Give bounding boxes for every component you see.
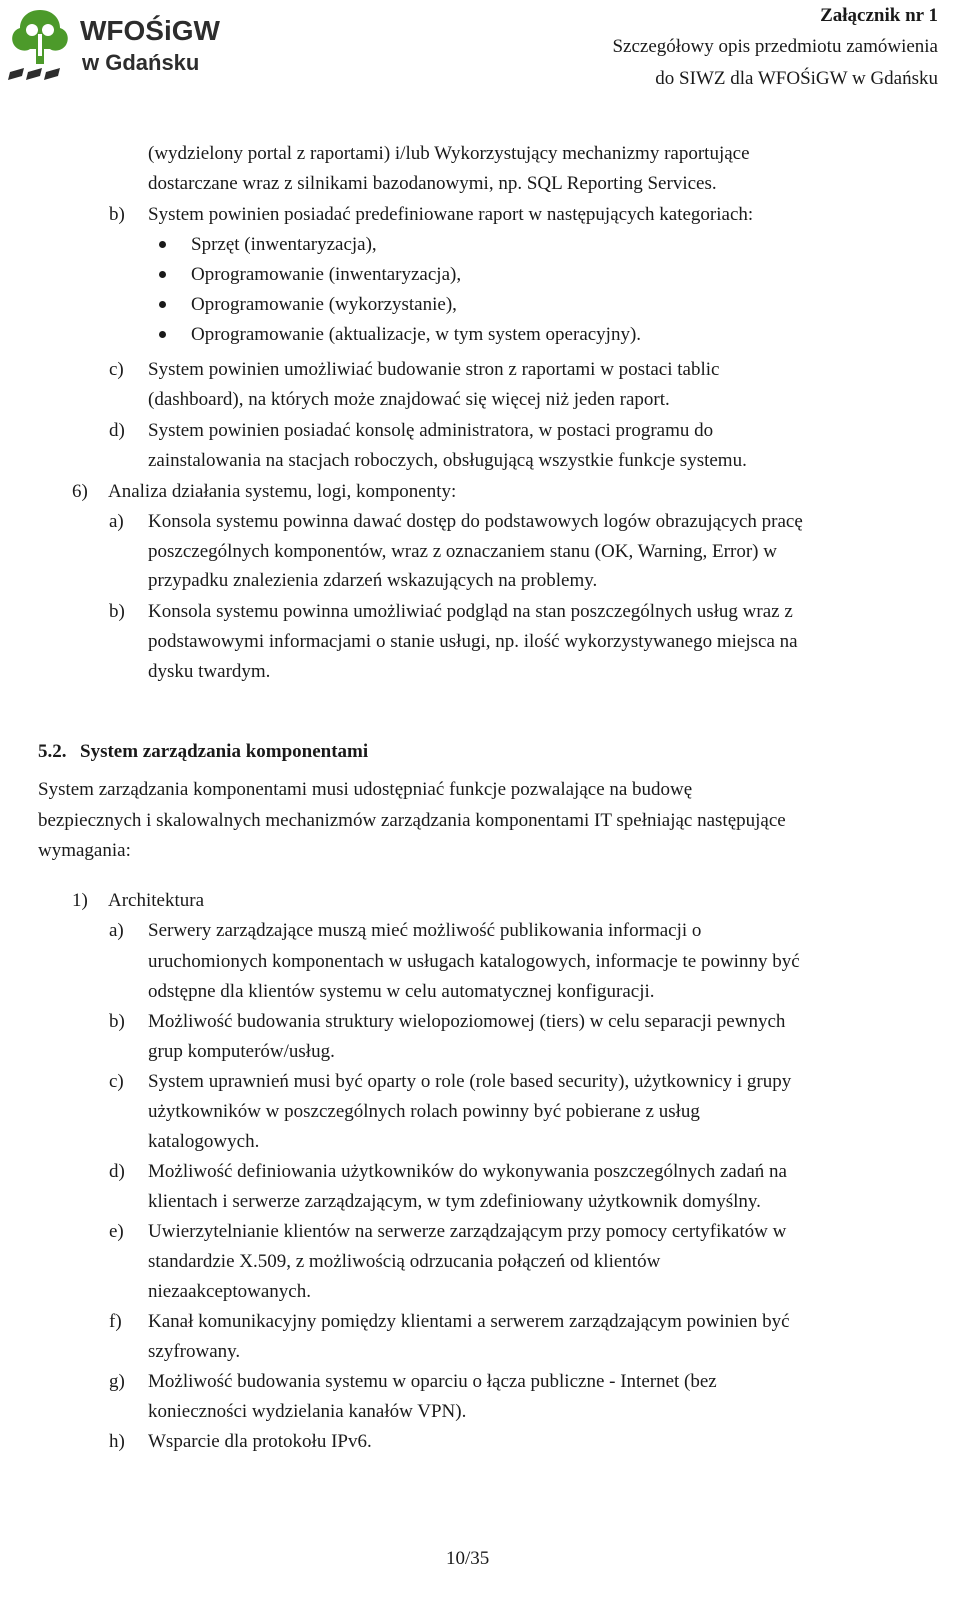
- list-item: uruchomionych komponentach w usługach katalogowych, informacje te powinny być: [148, 951, 800, 972]
- list-item: przypadku znalezienia zdarzeń wskazujących na problemy.: [148, 570, 598, 591]
- list-item: odstępne dla klientów systemu w celu automatycznej konfiguracji.: [148, 981, 655, 1002]
- header-line-2: Szczegółowy opis przedmiotu zamówienia: [612, 36, 938, 57]
- logo-name: WFOŚiGW: [80, 15, 220, 46]
- list-item: Uwierzytelnianie klientów na serwerze zarządzającym przy pomocy certyfikatów w: [148, 1221, 787, 1242]
- list-item: System powinien posiadać konsolę administratora, w postaci programu do: [148, 420, 714, 441]
- list-item: grup komputerów/usług.: [148, 1041, 335, 1062]
- page-number: 10/35: [446, 1548, 490, 1569]
- list-item: Wsparcie dla protokołu IPv6.: [148, 1431, 372, 1452]
- header-line-3: do SIWZ dla WFOŚiGW w Gdańsku: [655, 68, 938, 89]
- list-label: f): [109, 1311, 122, 1332]
- list-item: Możliwość definiowania użytkowników do wykonywania poszczególnych zadań na: [148, 1161, 787, 1182]
- list-label: b): [109, 204, 125, 225]
- bullet-item: Oprogramowanie (inwentaryzacja),: [191, 264, 462, 285]
- list-item: dysku twardym.: [148, 661, 271, 682]
- list-label: e): [109, 1221, 124, 1242]
- bullet-icon: [159, 241, 166, 248]
- bullet-icon: [159, 331, 166, 338]
- list-label: a): [109, 920, 124, 941]
- list-label: d): [109, 1161, 125, 1182]
- bullet-item: Sprzęt (inwentaryzacja),: [191, 234, 377, 255]
- text-line: dostarczane wraz z silnikami bazodanowymi, np. SQL Reporting Services.: [148, 173, 717, 194]
- list-label: b): [109, 1011, 125, 1032]
- section-number: 5.2.: [38, 741, 67, 762]
- list-item: poszczególnych komponentów, wraz z oznaczaniem stanu (OK, Warning, Error) w: [148, 541, 777, 562]
- attachment-title: Załącznik nr 1: [820, 5, 938, 26]
- list-item: System powinien umożliwiać budowanie stron z raportami w postaci tablic: [148, 359, 720, 380]
- list-label: b): [109, 601, 125, 622]
- list-item: niezaakceptowanych.: [148, 1281, 311, 1302]
- list-item: System powinien posiadać predefiniowane raport w następujących kategoriach:: [148, 204, 754, 225]
- list-label: g): [109, 1371, 125, 1392]
- list-item: Konsola systemu powinna dawać dostęp do podstawowych logów obrazujących pracę: [148, 511, 803, 532]
- paragraph-line: wymagania:: [38, 840, 131, 861]
- list-item: użytkowników w poszczególnych rolach powinny być pobierane z usług: [148, 1101, 700, 1122]
- bullet-icon: [159, 271, 166, 278]
- list-item: podstawowymi informacjami o stanie usługi, np. ilość wykorzystywanego miejsca na: [148, 631, 798, 652]
- list-label: c): [109, 1071, 124, 1092]
- list-label: 1): [72, 890, 88, 911]
- logo-city: w Gdańsku: [82, 50, 200, 75]
- paragraph-line: System zarządzania komponentami musi udostępniać funkcje pozwalające na budowę: [38, 779, 693, 800]
- list-item: Architektura: [108, 890, 205, 911]
- list-item: Kanał komunikacyjny pomiędzy klientami a serwerem zarządzającym powinien być: [148, 1311, 790, 1332]
- list-label: h): [109, 1431, 125, 1452]
- list-item: Serwery zarządzające muszą mieć możliwość publikowania informacji o: [148, 920, 702, 941]
- list-item: szyfrowany.: [148, 1341, 241, 1362]
- list-item: standardzie X.509, z możliwością odrzucania połączeń od klientów: [148, 1251, 661, 1272]
- list-item: Konsola systemu powinna umożliwiać podgląd na stan poszczególnych usług wraz z: [148, 601, 793, 622]
- list-item: Możliwość budowania systemu w oparciu o łącza publiczne - Internet (bez: [148, 1371, 717, 1392]
- list-label: a): [109, 511, 124, 532]
- bullet-item: Oprogramowanie (wykorzystanie),: [191, 294, 457, 315]
- list-label: d): [109, 420, 125, 441]
- list-label: c): [109, 359, 124, 380]
- list-label: 6): [72, 481, 88, 502]
- bullet-item: Oprogramowanie (aktualizacje, w tym system operacyjny).: [191, 324, 642, 345]
- text-line: (wydzielony portal z raportami) i/lub Wykorzystujący mechanizmy raportujące: [148, 143, 750, 164]
- list-item: konieczności wydzielania kanałów VPN).: [148, 1401, 467, 1422]
- list-item: (dashboard), na których może znajdować się więcej niż jeden raport.: [148, 389, 670, 410]
- logo: [8, 6, 248, 86]
- list-item: Możliwość budowania struktury wielopoziomowej (tiers) w celu separacji pewnych: [148, 1011, 786, 1032]
- section-title: System zarządzania komponentami: [80, 741, 369, 762]
- list-item: Analiza działania systemu, logi, komponenty:: [108, 481, 457, 502]
- list-item: zainstalowania na stacjach roboczych, obsługującą wszystkie funkcje systemu.: [148, 450, 747, 471]
- tree-logo-icon: [8, 6, 72, 84]
- list-item: katalogowych.: [148, 1131, 260, 1152]
- list-item: System uprawnień musi być oparty o role (role based security), użytkownicy i grupy: [148, 1071, 792, 1092]
- list-item: klientach i serwerze zarządzającym, w tym zdefiniowany użytkownik domyślny.: [148, 1191, 761, 1212]
- bullet-icon: [159, 301, 166, 308]
- paragraph-line: bezpiecznych i skalowalnych mechanizmów zarządzania komponentami IT spełniając następujące: [38, 810, 786, 831]
